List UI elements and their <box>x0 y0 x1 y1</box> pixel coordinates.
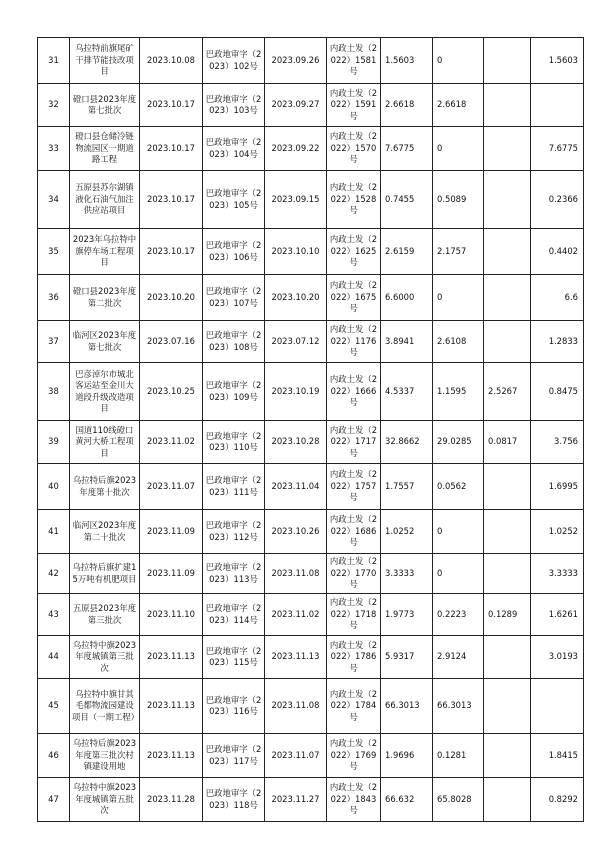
submission-date-cell: 2023.11.07 <box>265 734 327 778</box>
construction-area-cell: 1.6261 <box>531 594 584 636</box>
farmland-area-cell: 0 <box>433 38 484 84</box>
total-area-cell: 66.3013 <box>381 679 433 734</box>
doc-number-cell: 巴政地审字（2023）102号 <box>203 38 265 84</box>
project-name-cell: 乌拉特后旗2023年度第十批次 <box>70 464 140 510</box>
plan-approval-cell: 内政土发（2022）1784号 <box>327 679 381 734</box>
submission-date-cell: 2023.09.15 <box>265 171 327 229</box>
plan-approval-cell: 内政土发（2022）1843号 <box>327 778 381 822</box>
construction-area-cell: 0.8475 <box>531 363 584 421</box>
construction-area-cell: 7.6775 <box>531 127 584 171</box>
plan-approval-cell: 内政土发（2022）1581号 <box>327 38 381 84</box>
total-area-cell: 2.6618 <box>381 84 433 127</box>
doc-number-cell: 巴政地审字（2023）117号 <box>203 734 265 778</box>
table-row <box>38 636 584 679</box>
doc-number-cell: 巴政地审字（2023）106号 <box>203 229 265 275</box>
farmland-area-cell: 1.1595 <box>433 363 484 421</box>
total-area-cell: 3.8941 <box>381 321 433 363</box>
approval-date-cell: 2023.10.17 <box>140 171 203 229</box>
total-area-cell: 6.6000 <box>381 275 433 321</box>
submission-date-cell: 2023.09.22 <box>265 127 327 171</box>
unused-area-cell <box>484 38 531 84</box>
farmland-area-cell: 65.8028 <box>433 778 484 822</box>
farmland-area-cell: 0 <box>433 275 484 321</box>
table-row <box>38 171 584 229</box>
plan-approval-cell: 内政土发（2022）1717号 <box>327 421 381 464</box>
construction-area-cell: 1.6995 <box>531 464 584 510</box>
table-row <box>38 510 584 554</box>
table-body <box>38 38 584 822</box>
seq-no-cell: 43 <box>38 594 70 636</box>
project-name-cell: 磴口县2023年度第七批次 <box>70 84 140 127</box>
total-area-cell: 4.5337 <box>381 363 433 421</box>
construction-area-cell: 3.3333 <box>531 554 584 594</box>
plan-approval-cell: 内政土发（2022）1591号 <box>327 84 381 127</box>
total-area-cell: 1.0252 <box>381 510 433 554</box>
seq-no-cell: 44 <box>38 636 70 679</box>
project-name-cell: 2023年乌拉特中旗停车场工程项目 <box>70 229 140 275</box>
project-name-cell: 国道110线磴口黄河大桥工程项目 <box>70 421 140 464</box>
project-name-cell: 乌拉特中旗甘其毛都物流园建设项目（一期工程） <box>70 679 140 734</box>
total-area-cell: 1.5603 <box>381 38 433 84</box>
seq-no-cell: 45 <box>38 679 70 734</box>
land-approval-table-page <box>37 37 584 822</box>
plan-approval-cell: 内政土发（2022）1675号 <box>327 275 381 321</box>
submission-date-cell: 2023.09.26 <box>265 38 327 84</box>
seq-no-cell: 41 <box>38 510 70 554</box>
farmland-area-cell: 2.6618 <box>433 84 484 127</box>
seq-no-cell: 37 <box>38 321 70 363</box>
doc-number-cell: 巴政地审字（2023）114号 <box>203 594 265 636</box>
unused-area-cell: 0.0817 <box>484 421 531 464</box>
table-row <box>38 679 584 734</box>
submission-date-cell: 2023.11.08 <box>265 554 327 594</box>
plan-approval-cell: 内政土发（2022）1686号 <box>327 510 381 554</box>
submission-date-cell: 2023.10.28 <box>265 421 327 464</box>
project-name-cell: 乌拉特前旗尾矿干排节能技改项目 <box>70 38 140 84</box>
approval-date-cell: 2023.11.09 <box>140 510 203 554</box>
plan-approval-cell: 内政土发（2022）1176号 <box>327 321 381 363</box>
total-area-cell: 7.6775 <box>381 127 433 171</box>
doc-number-cell: 巴政地审字（2023）109号 <box>203 363 265 421</box>
unused-area-cell <box>484 229 531 275</box>
doc-number-cell: 巴政地审字（2023）105号 <box>203 171 265 229</box>
seq-no-cell: 47 <box>38 778 70 822</box>
project-name-cell: 巴彦淖尔市城北客运站至金川大道段升级改造项目 <box>70 363 140 421</box>
plan-approval-cell: 内政土发（2022）1770号 <box>327 554 381 594</box>
total-area-cell: 1.7557 <box>381 464 433 510</box>
plan-approval-cell: 内政土发（2022）1666号 <box>327 363 381 421</box>
unused-area-cell <box>484 636 531 679</box>
doc-number-cell: 巴政地审字（2023）118号 <box>203 778 265 822</box>
project-name-cell: 磴口县2023年度第二批次 <box>70 275 140 321</box>
construction-area-cell: 3.0193 <box>531 636 584 679</box>
seq-no-cell: 46 <box>38 734 70 778</box>
approval-date-cell: 2023.11.10 <box>140 594 203 636</box>
submission-date-cell: 2023.11.13 <box>265 636 327 679</box>
seq-no-cell: 36 <box>38 275 70 321</box>
seq-no-cell: 34 <box>38 171 70 229</box>
approval-date-cell: 2023.10.25 <box>140 363 203 421</box>
unused-area-cell <box>484 275 531 321</box>
construction-area-cell <box>531 679 584 734</box>
approval-date-cell: 2023.11.28 <box>140 778 203 822</box>
table-row <box>38 421 584 464</box>
approval-date-cell: 2023.10.17 <box>140 127 203 171</box>
approval-date-cell: 2023.11.13 <box>140 734 203 778</box>
seq-no-cell: 39 <box>38 421 70 464</box>
project-name-cell: 乌拉特中旗2023年度城镇第五批次 <box>70 778 140 822</box>
doc-number-cell: 巴政地审字（2023）103号 <box>203 84 265 127</box>
seq-no-cell: 32 <box>38 84 70 127</box>
unused-area-cell <box>484 554 531 594</box>
doc-number-cell: 巴政地审字（2023）113号 <box>203 554 265 594</box>
doc-number-cell: 巴政地审字（2023）104号 <box>203 127 265 171</box>
doc-number-cell: 巴政地审字（2023）116号 <box>203 679 265 734</box>
farmland-area-cell: 0 <box>433 510 484 554</box>
farmland-area-cell: 0.2223 <box>433 594 484 636</box>
table-row <box>38 554 584 594</box>
project-name-cell: 乌拉特中旗2023年度城镇第三批次 <box>70 636 140 679</box>
construction-area-cell: 0.4402 <box>531 229 584 275</box>
construction-area-cell: 1.8415 <box>531 734 584 778</box>
land-approval-table <box>37 37 584 822</box>
project-name-cell: 临河区2023年度第二十批次 <box>70 510 140 554</box>
project-name-cell: 乌拉特后旗扩建15万吨有机肥项目 <box>70 554 140 594</box>
submission-date-cell: 2023.11.27 <box>265 778 327 822</box>
construction-area-cell: 1.5603 <box>531 38 584 84</box>
unused-area-cell <box>484 127 531 171</box>
table-row <box>38 363 584 421</box>
plan-approval-cell: 内政土发（2022）1757号 <box>327 464 381 510</box>
unused-area-cell: 2.5267 <box>484 363 531 421</box>
table-row <box>38 464 584 510</box>
submission-date-cell: 2023.09.27 <box>265 84 327 127</box>
submission-date-cell: 2023.10.19 <box>265 363 327 421</box>
approval-date-cell: 2023.11.07 <box>140 464 203 510</box>
unused-area-cell <box>484 734 531 778</box>
total-area-cell: 32.8662 <box>381 421 433 464</box>
plan-approval-cell: 内政土发（2022）1570号 <box>327 127 381 171</box>
seq-no-cell: 33 <box>38 127 70 171</box>
table-row <box>38 778 584 822</box>
project-name-cell: 临河区2023年度第七批次 <box>70 321 140 363</box>
farmland-area-cell: 29.0285 <box>433 421 484 464</box>
seq-no-cell: 31 <box>38 38 70 84</box>
unused-area-cell <box>484 679 531 734</box>
table-row <box>38 275 584 321</box>
seq-no-cell: 35 <box>38 229 70 275</box>
farmland-area-cell: 2.6108 <box>433 321 484 363</box>
total-area-cell: 0.7455 <box>381 171 433 229</box>
project-name-cell: 五原县2023年度第三批次 <box>70 594 140 636</box>
seq-no-cell: 38 <box>38 363 70 421</box>
table-row <box>38 734 584 778</box>
construction-area-cell: 6.6 <box>531 275 584 321</box>
approval-date-cell: 2023.11.09 <box>140 554 203 594</box>
submission-date-cell: 2023.11.02 <box>265 594 327 636</box>
unused-area-cell <box>484 321 531 363</box>
total-area-cell: 1.9773 <box>381 594 433 636</box>
unused-area-cell <box>484 171 531 229</box>
project-name-cell: 磴口县仓储冷链物流园区一期道路工程 <box>70 127 140 171</box>
construction-area-cell: 0.2366 <box>531 171 584 229</box>
construction-area-cell: 0.8292 <box>531 778 584 822</box>
doc-number-cell: 巴政地审字（2023）108号 <box>203 321 265 363</box>
unused-area-cell <box>484 778 531 822</box>
submission-date-cell: 2023.10.20 <box>265 275 327 321</box>
farmland-area-cell: 0 <box>433 554 484 594</box>
farmland-area-cell: 66.3013 <box>433 679 484 734</box>
doc-number-cell: 巴政地审字（2023）111号 <box>203 464 265 510</box>
construction-area-cell <box>531 84 584 127</box>
table-row <box>38 38 584 84</box>
construction-area-cell: 3.756 <box>531 421 584 464</box>
submission-date-cell: 2023.11.08 <box>265 679 327 734</box>
project-name-cell: 乌拉特后旗2023年度第三批次村镇建设用地 <box>70 734 140 778</box>
plan-approval-cell: 内政土发（2022）1625号 <box>327 229 381 275</box>
approval-date-cell: 2023.11.13 <box>140 636 203 679</box>
doc-number-cell: 巴政地审字（2023）110号 <box>203 421 265 464</box>
plan-approval-cell: 内政土发（2022）1769号 <box>327 734 381 778</box>
doc-number-cell: 巴政地审字（2023）107号 <box>203 275 265 321</box>
plan-approval-cell: 内政土发（2022）1786号 <box>327 636 381 679</box>
approval-date-cell: 2023.07.16 <box>140 321 203 363</box>
table-row <box>38 127 584 171</box>
unused-area-cell <box>484 510 531 554</box>
table-row <box>38 594 584 636</box>
approval-date-cell: 2023.10.17 <box>140 229 203 275</box>
plan-approval-cell: 内政土发（2022）1528号 <box>327 171 381 229</box>
farmland-area-cell: 0.0562 <box>433 464 484 510</box>
unused-area-cell <box>484 84 531 127</box>
submission-date-cell: 2023.10.26 <box>265 510 327 554</box>
approval-date-cell: 2023.11.02 <box>140 421 203 464</box>
submission-date-cell: 2023.07.12 <box>265 321 327 363</box>
doc-number-cell: 巴政地审字（2023）112号 <box>203 510 265 554</box>
table-row <box>38 229 584 275</box>
total-area-cell: 1.9696 <box>381 734 433 778</box>
seq-no-cell: 40 <box>38 464 70 510</box>
table-row <box>38 321 584 363</box>
approval-date-cell: 2023.10.20 <box>140 275 203 321</box>
approval-date-cell: 2023.10.08 <box>140 38 203 84</box>
plan-approval-cell: 内政土发（2022）1718号 <box>327 594 381 636</box>
farmland-area-cell: 2.1757 <box>433 229 484 275</box>
total-area-cell: 2.6159 <box>381 229 433 275</box>
total-area-cell: 3.3333 <box>381 554 433 594</box>
farmland-area-cell: 2.9124 <box>433 636 484 679</box>
construction-area-cell: 1.2833 <box>531 321 584 363</box>
farmland-area-cell: 0 <box>433 127 484 171</box>
doc-number-cell: 巴政地审字（2023）115号 <box>203 636 265 679</box>
table-row <box>38 84 584 127</box>
farmland-area-cell: 0.5089 <box>433 171 484 229</box>
project-name-cell: 五原县苏尔湖镇液化石油气加注供应站项目 <box>70 171 140 229</box>
unused-area-cell <box>484 464 531 510</box>
unused-area-cell: 0.1289 <box>484 594 531 636</box>
submission-date-cell: 2023.11.04 <box>265 464 327 510</box>
construction-area-cell: 1.0252 <box>531 510 584 554</box>
total-area-cell: 5.9317 <box>381 636 433 679</box>
approval-date-cell: 2023.10.17 <box>140 84 203 127</box>
seq-no-cell: 42 <box>38 554 70 594</box>
approval-date-cell: 2023.11.13 <box>140 679 203 734</box>
total-area-cell: 66.632 <box>381 778 433 822</box>
submission-date-cell: 2023.10.10 <box>265 229 327 275</box>
farmland-area-cell: 0.1281 <box>433 734 484 778</box>
